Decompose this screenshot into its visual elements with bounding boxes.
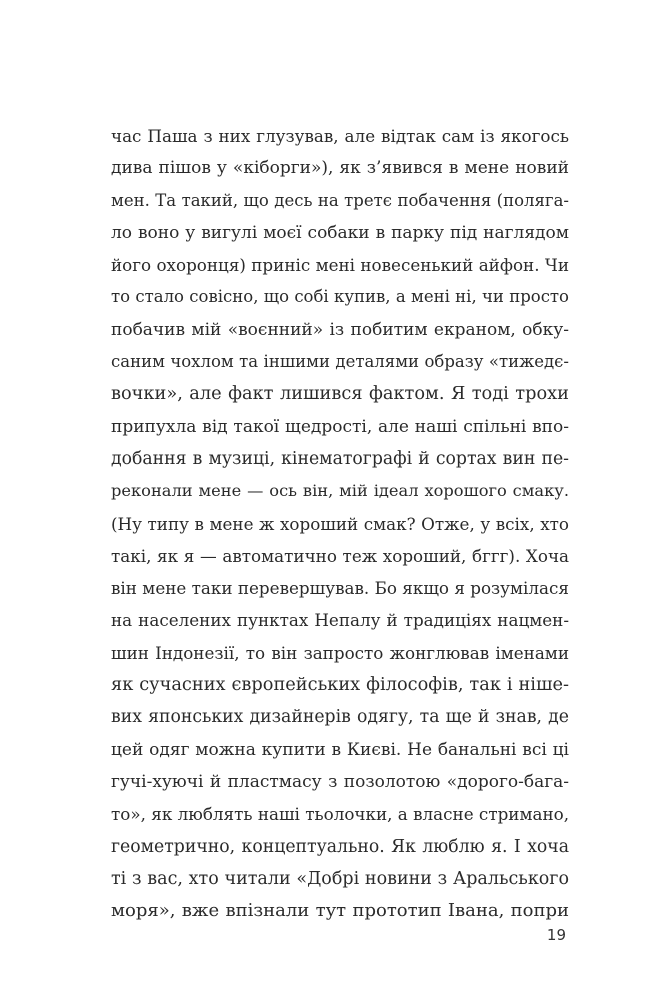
text-line: (Ну типу в мене ж хороший смак? Отже, у всіх, хто bbox=[111, 513, 569, 534]
text-line: реконали мене — ось він, мій ідеал хорошого смаку. bbox=[111, 481, 569, 501]
text-line: цей одяг можна купити в Києві. Не банальні всі ці bbox=[111, 739, 569, 760]
text-line: то», як люблять наші тьолочки, а власне стримано, bbox=[111, 804, 570, 825]
text-line: вих японських дизайнерів одягу, та ще й знав, де bbox=[111, 707, 569, 728]
text-line: геометрично, концептуально. Як люблю я. І хоча bbox=[111, 836, 569, 857]
text-line: гучі-хуючі й пластмасу з позолотою «дорого-бага- bbox=[111, 771, 569, 792]
text-line: такі, як я — автоматично теж хороший, бггг). Хоча bbox=[111, 545, 569, 566]
text-line: саним чохлом та іншими деталями образу «тижедє- bbox=[111, 352, 569, 372]
text-line: вочки», але факт лишився фактом. Я тоді трохи bbox=[111, 384, 569, 405]
text-line: ло воно у вигулі моєї собаки в парку під наглядом bbox=[111, 222, 569, 243]
text-line: ті з вас, хто читали «Добрі новини з Аральського bbox=[111, 868, 569, 889]
body-text bbox=[111, 120, 569, 927]
text-line: то стало совісно, що собі купив, а мені ні, чи просто bbox=[111, 287, 569, 307]
text-line: моря», вже впізнали тут прототип Івана, попри bbox=[111, 900, 569, 922]
text-line: добання в музиці, кінематографі й сортах вин пе- bbox=[111, 448, 569, 469]
text-line: побачив мій «воєнний» із побитим екраном, обку- bbox=[111, 319, 569, 340]
text-line: як сучасних європейських філософів, так і ніше- bbox=[111, 675, 569, 696]
text-line: мен. Та такий, що десь на третє побачення (поляга- bbox=[111, 190, 569, 210]
text-line: він мене таки перевершував. Бо якщо я розумілася bbox=[111, 578, 569, 599]
text-line: його охоронця) приніс мені новесенький айфон. Чи bbox=[111, 255, 569, 276]
text-line: шин Індонезії, то він запросто жонглював іменами bbox=[111, 642, 569, 663]
text-line: припухла від такої щедрості, але наші спільні впо- bbox=[111, 416, 569, 437]
text-line: час Паша з них глузував, але відтак сам із якогось bbox=[111, 126, 569, 146]
text-line: на населених пунктах Непалу й традиціях нацмен- bbox=[111, 610, 569, 631]
page-number: 19 bbox=[546, 926, 566, 944]
text-line: дива пішов у «кіборги»), як з’явився в мене новий bbox=[111, 158, 569, 179]
